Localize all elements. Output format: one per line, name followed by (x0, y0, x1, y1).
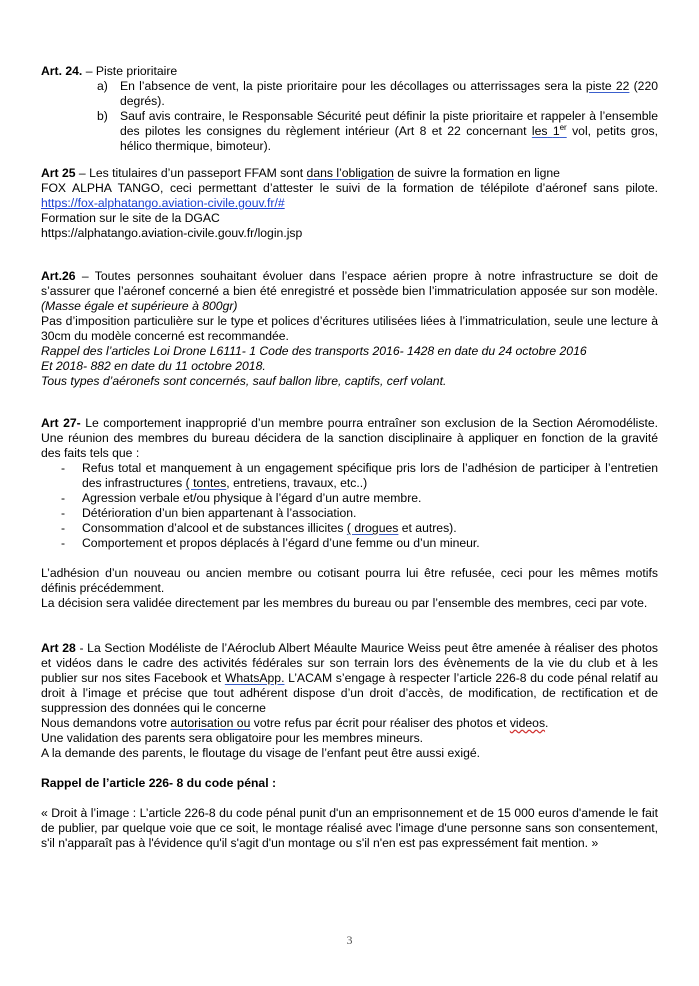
underlined-text: dans l’obligation (306, 166, 394, 180)
article-27: Art 27- Le comportement inapproprié d’un membre pourra entraîner son exclusion de la Section Aéromodéliste. Une réunion des membres du bureau décidera de la sanction disciplinaire à appliquer en fonction de la gravité des faits tels que : - Refus total et manquement à un engagement spécifique pris lors de l’adhésion de participer à l’entretien des infrastructures ( tontes, entretiens, travaux, etc..) - Agression verbale et/ou physique à l’égard d’un autre membre. - Détérioration d’un bien appartenant à l’association. - Consommation d’alcool et de substances illicites ( drogues et autres). - Comportement et propos déplacés à l’égard d’une femme ou d’un mineur. L’adhésion d’un nouveau ou ancien membre ou cotisant pourra lui être refusée, ceci pour les mêmes motifs définis précédemment. La décision sera validée directement par les membres du bureau ou par l’ensemble des membres, ceci par vote. (41, 416, 658, 610)
list-item: - Comportement et propos déplacés à l’égard d’une femme ou d’un mineur. (61, 536, 480, 550)
underlined-text: ( tontes (185, 476, 227, 490)
underlined-text: piste 22 (585, 79, 630, 93)
list-marker: b) (97, 109, 108, 123)
list-marker: a) (97, 79, 108, 93)
underlined-text: ( drogues (346, 521, 399, 535)
fox-alphatango-link[interactable]: https://fox-alphatango.aviation-civile.gouv.fr/# (41, 196, 285, 210)
article-28-title: Art 28 (41, 641, 76, 655)
article-24 (41, 64, 658, 154)
article-28: Art 28 - La Section Modéliste de l’Aéroclub Albert Méaulte Maurice Weiss peut être amenée à réaliser des photos et vidéos dans le cadre des activités fédérales sur son terrain lors des évènements de la vie du club et à les publier sur nos sites Facebook et WhatsApp. L’ACAM s’engage à respecter l’article 226-8 du code pénal relatif au droit à l’image et précise que tout adhérent dispose d’un droit d’accès, de modification, de rectification et de suppression des données qui le concerne Nous demandons votre autorisation ou votre refus par écrit pour réaliser des photos et videos. Une validation des parents sera obligatoire pour les membres mineurs. A la demande des parents, le floutage du visage de l’enfant peut être aussi exigé. (41, 641, 658, 760)
article-25-title: Art 25 (41, 166, 76, 180)
underlined-text: les 1er (531, 122, 567, 138)
article-26-title: Art.26 (41, 269, 76, 283)
article-24-title: Art. 24. (41, 64, 83, 78)
article-25: Art 25 – Les titulaires d’un passeport FFAM sont dans l’obligation de suivre la formation en ligne FOX ALPHA TANGO, ceci permettant d’attester le suivi de la formation de télépilote d’aéronef sans pilote. https://fox-alphatango.aviation-civile.gouv.fr/# Formation sur le site de la DGAC https://alphatango.aviation-civile.gouv.fr/login.jsp (41, 166, 658, 240)
article-26: Art.26 – Toutes personnes souhaitant évoluer dans l’espace aérien propre à notre infrastructure se doit de s’assurer que l’aéronef concerné a bien été enregistré et possède bien l’immatriculation apposée sur son modèle. (Masse égale et supérieure à 800gr) Pas d’imposition particulière sur le type et polices d’écritures utilisées liées à l’immatriculation, seule une lecture à 30cm du modèle concerné est recommandée. Rappel des l’articles Loi Drone L6111- 1 Code des transports 2016- 1428 en date du 24 octobre 2016 Et 2018- 882 en date du 11 octobre 2018. Tous types d’aéronefs sont concernés, sauf ballon libre, captifs, cerf volant. (41, 269, 658, 388)
rappel-section (41, 776, 658, 851)
rappel-quote: « Droit à l’image : L’article 226-8 du code pénal punit d'un an emprisonnement et de 15 000 euros d'amende le fait de publier, par quelque voie que ce soit, le montage réalisé avec l'image d'une personne sans son consentement, s'il n'apparaît pas à l'évidence qu'il s'agit d'un montage ou s'il n'en est pas expressément fait mention. » (41, 806, 658, 850)
list-item: - Consommation d’alcool et de substances illicites ( drogues et autres). (61, 521, 457, 535)
list-item: - Agression verbale et/ou physique à l’égard d’un autre membre. (61, 491, 422, 505)
page-number: 3 (346, 933, 353, 947)
article-27-title: Art 27- (41, 416, 81, 430)
underlined-text: WhatsApp. (224, 671, 285, 685)
misspelled-text: videos (509, 716, 546, 730)
article-24-list (41, 79, 658, 154)
alphatango-url-text: https://alphatango.aviation-civile.gouv.fr/login.jsp (41, 226, 303, 240)
article-27-list (41, 461, 658, 551)
list-item: a) En l’absence de vent, la piste prioritaire pour les décollages ou atterrissages sera la piste 22 (220 degrés). (97, 79, 659, 108)
list-item: b) Sauf avis contraire, le Responsable Sécurité peut définir la piste prioritaire et rappeler à l’ensemble des pilotes les consignes du règlement intérieur (Art 8 et 22 concernant les 1er vol, petits gros, hélico thermique, bimoteur). (97, 109, 658, 153)
list-item: - Détérioration d’un bien appartenant à l’association. (61, 506, 357, 520)
rappel-heading: Rappel de l’article 226- 8 du code pénal : (41, 776, 277, 790)
list-item: - Refus total et manquement à un engagement spécifique pris lors de l’adhésion de participer à l’entretien des infrastructures ( tontes, entretiens, travaux, etc..) (61, 461, 658, 490)
article-24-heading: – Piste prioritaire (82, 64, 178, 78)
formation-text: Formation sur le site de la DGAC (41, 211, 220, 225)
underlined-text: autorisation ou (170, 716, 251, 730)
